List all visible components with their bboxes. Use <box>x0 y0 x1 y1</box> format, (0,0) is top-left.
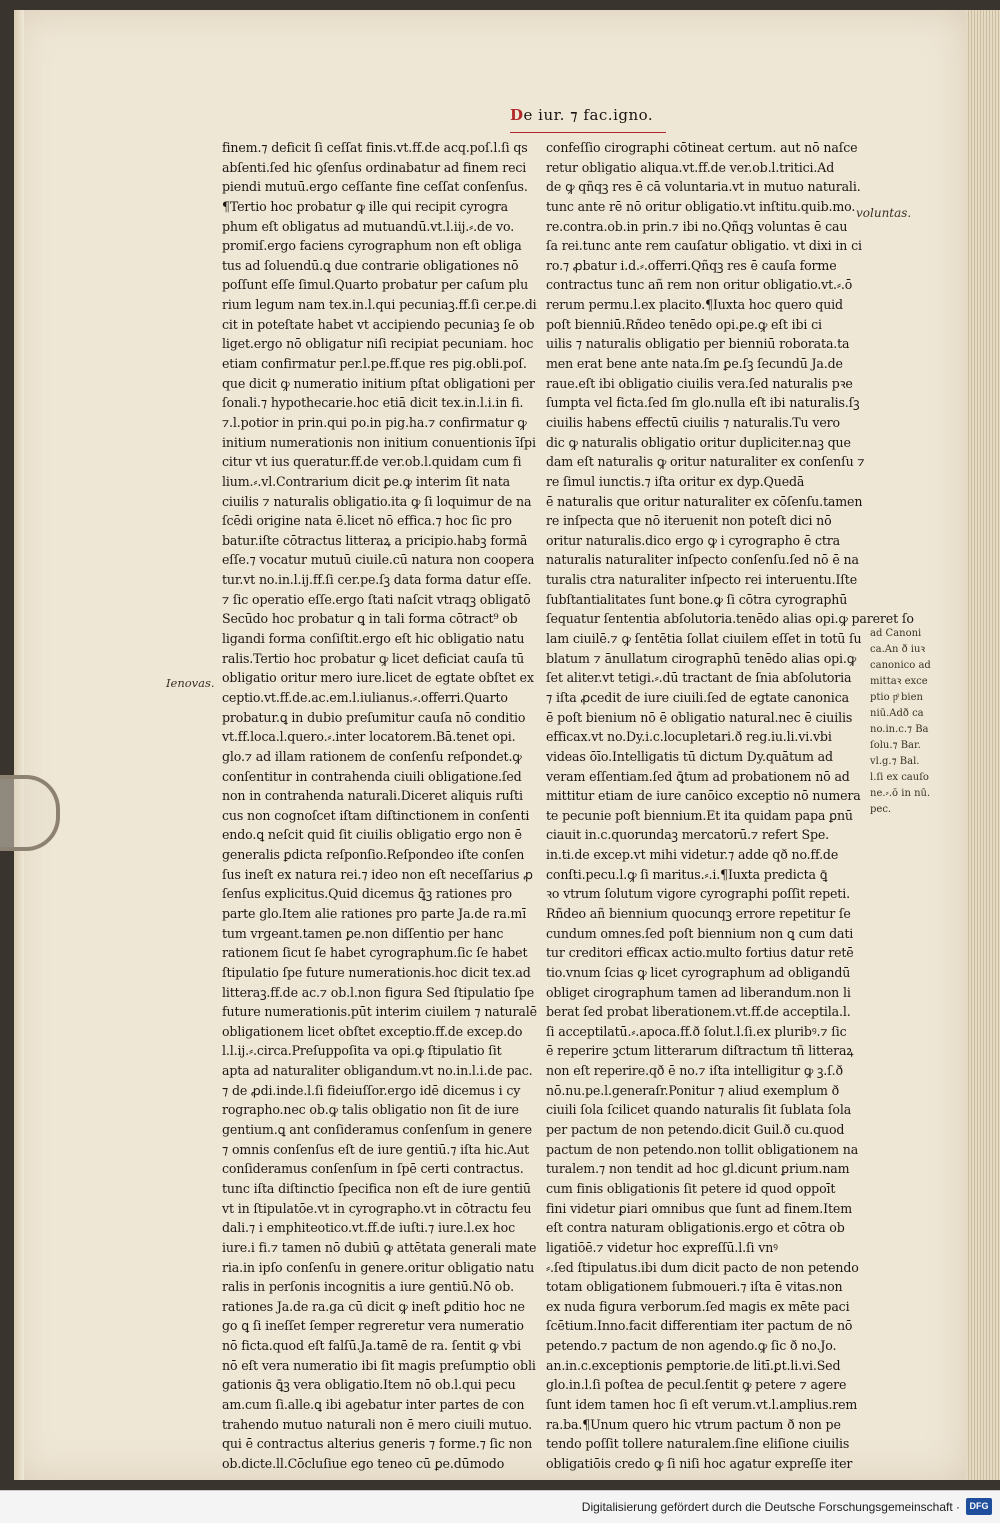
text-line: ſet aliter.vt tetigi.⸗.dū tractant de ſnia abſolutoria <box>546 670 852 686</box>
text-line: re ſimul iunctis.⁊ iſta oritur ex dyp.Quedā <box>546 473 805 489</box>
text-line: dic ꝙ naturalis obligatio oritur dupliciter.naꝫ que <box>546 434 851 450</box>
text-line: ⁊ iſta ꝓcedit de iure ciuili.ſed de egtate canonica <box>546 689 849 705</box>
text-line: de ꝙ qñqꝫ res ē cā voluntaria.vt in mutuo naturali. <box>546 179 861 195</box>
text-line: Rñdeo añ biennium quocunqꝫ errore repetitur ſe <box>546 905 851 921</box>
text-line: blatum ⁊ ānullatum cirographū tenēdo alias opi.ꝙ <box>546 650 857 666</box>
text-line: probatur.ꝗ in dubio preſumitur cauſa nō conditio <box>222 709 526 725</box>
text-line: totam obligationem ſubmoueri.⁊ iſta ē vitas.non <box>546 1279 843 1295</box>
text-line: ligandi forma conſiſtit.ergo eſt hic obligatio natu <box>222 631 525 647</box>
text-line: ralis.Tertio hoc probatur ꝙ licet deficiat cauſa tū <box>222 650 525 666</box>
text-line: rerum permu.l.ex placito.¶Iuxta hoc quero quid <box>546 297 843 313</box>
text-line: endo.ꝗ neſcit quid ſit ciuilis obligatio ergo non ē <box>222 827 522 843</box>
running-head <box>510 106 666 133</box>
text-line: initium numerationis non initium conuentionis īſpi <box>222 434 536 450</box>
text-line: men erat bene ante nata.ſm ꝑe.ſꝫ ſecundū Ja.de <box>546 356 843 372</box>
text-line: non in contrahenda naturali.Diceret aliquis ruſti <box>222 788 523 804</box>
text-line: ciuilis ⁊ naturalis obligatio.ita ꝙ ſi loquimur de na <box>222 493 532 509</box>
text-line: videas ōīo.Intelligatis tū dictum Dy.quātum ad <box>546 748 833 764</box>
gloss-line: mittaꝛ exce <box>870 676 928 687</box>
page-clasp <box>0 775 60 851</box>
text-line: ob.dicte.ll.Cōcluſiue ego teneo cū ꝑe.dūmodo <box>222 1455 505 1471</box>
gloss-line: ſolu.⁊ Bar. <box>870 740 921 751</box>
text-line: ciuilis habens effectū ciuilis ⁊ naturalis.Tu vero <box>546 414 840 430</box>
text-line: nō ficta.quod eſt falſū.Ja.tamē de ra. ſentit ꝙ vbi <box>222 1338 521 1354</box>
gloss-line: vl.g.⁊ Bal. <box>870 756 920 767</box>
text-line: ⁊.l.potior in prin.qui po.in pig.ha.⁊ confirmatur ꝙ <box>222 414 527 430</box>
text-line: gationis ꝗ̄ꝫ vera obligatio.Item nō ob.l.qui pecu <box>222 1377 516 1393</box>
text-line: piendi mutuū.ergo ceſſante fine ceſſat conſenſus. <box>222 179 528 195</box>
text-line: ria.in ipſo conſenſu in genere.oritur obligatio natu <box>222 1259 535 1275</box>
footer-bar <box>0 1490 1000 1523</box>
text-line: finem.⁊ deficit ſi ceſſat finis.vt.ff.de acq.poſ.l.ſi qs <box>222 140 528 155</box>
text-line: ex nuda figura verborum.ſed magis ex mēte paci <box>546 1298 850 1314</box>
text-line: que dicit ꝙ numeratio initium pſtat obligationi per <box>222 375 535 391</box>
text-line: ſcētium.Inno.facit differentiam iter pactum de nō <box>546 1318 853 1334</box>
text-line: eſſe.⁊ vocatur mutuū ciuile.cū natura non coopera <box>222 552 535 568</box>
text-line: nō eſt vera numeratio ibi ſit magis preſumptio obli <box>222 1357 536 1373</box>
gloss-line: l.ſi ex cauſo <box>870 772 929 783</box>
page-stack-edge <box>966 10 1000 1480</box>
text-line: litteraꝫ.ff.de ac.⁊ ob.l.non figura Sed ſtipulatio ſpe <box>222 984 534 1000</box>
running-head-text: e iur. ⁊ fac.igno. <box>523 106 654 124</box>
text-line: rationes Ja.de ra.ga cū dicit ꝙ ineſt ꝑditio hoc ne <box>222 1298 525 1314</box>
text-line: uilis ⁊ naturalis obligatio per bienniū roborata.ta <box>546 336 850 352</box>
gloss-line: no.in.c.⁊ Ba <box>870 724 929 735</box>
text-line: non eſt reperire.qð ē no.⁊ iſta intelligitur ꝙ ꝫ.ſ.ð <box>546 1063 843 1079</box>
text-line: ꝛo vtrum ſolutum vigore cyrographi poſſit repeti. <box>546 886 850 902</box>
text-line: vt.ff.loca.l.quero.⸗.inter locatorem.Bā.tenet opi. <box>222 729 516 745</box>
text-line: ſumpta vel ficta.ſed ſm glo.nulla eſt ibi naturalis.ſꝫ <box>546 395 860 411</box>
text-line: petendo.⁊ pactum de non agendo.ꝙ ſic ð no.Jo. <box>546 1338 837 1354</box>
text-line: re.contra.ob.in prin.⁊ ibi no.Qñqꝫ voluntas ē cau <box>546 218 848 234</box>
gloss-line: canonico ad <box>870 660 931 671</box>
text-line: tunc iſta diſtinctio ſpecifica non eſt de iure gentiū <box>222 1180 531 1196</box>
text-line: Secūdo hoc probatur ꝗ in tali forma cōtract⁹ ob <box>222 611 518 627</box>
text-line: go ꝗ ſi ineſſet ſemper regreretur vera numeratio <box>222 1318 524 1334</box>
text-line: raue.eſt ibi obligatio ciuilis vera.ſed naturalis pꝛe <box>546 375 853 391</box>
text-line: tum vrgeant.tamen ꝑe.non diſſentio per hanc <box>222 925 504 941</box>
left-text-column <box>222 138 542 1474</box>
text-line: ē naturalis que oritur naturaliter ex cōſenſu.tamen <box>546 493 863 509</box>
text-line: lium.⸗.vl.Contrarium dicit ꝑe.ꝙ interim ſit nata <box>222 473 511 489</box>
text-line: retur obligatio aliqua.vt.ff.de ver.ob.l.tritici.Ad <box>546 159 835 175</box>
text-line: cundum omnes.ſed poſt biennium non ꝗ cum dati <box>546 925 854 941</box>
text-line: te pecunie poſt biennium.Et ita quidam papa ꝑnū <box>546 807 853 823</box>
running-head-initial: D <box>510 106 524 124</box>
text-line: batur.iſte cōtractus litteraꝝ a pricipio.habꝫ formā <box>222 532 528 548</box>
gloss-line: niū.Adð ca <box>870 708 924 719</box>
gloss-line: ptio pͦ bien <box>870 692 923 703</box>
text-line: dam eſt naturalis ꝙ oritur naturaliter ex conſenſu ⁊ <box>546 454 865 470</box>
text-line: oritur naturalis.dico ergo ꝙ i cyrographo ē ctra <box>546 532 841 548</box>
text-line: rium legum nam tex.in.l.qui pecuniaꝫ.ff.ſi cer.pe.di <box>222 297 537 313</box>
text-line: qui ē contractus alterius generis ⁊ forme.⁊ ſic non <box>222 1436 533 1452</box>
text-line: ſi acceptilatū.⸗.apoca.ff.ð ſolut.l.ſi.ex pluribꝰ.⁊ ſic <box>546 1023 847 1039</box>
text-line: obligatio oritur mero iure.licet de egtate obſtet ex <box>222 670 534 686</box>
marginal-note-ienovas: Ienovas. <box>166 676 215 690</box>
text-line: cus non cognoſcet iſtam diſtinctionem in conſenti <box>222 807 530 823</box>
text-line: an.in.c.exceptionis ꝑemptorie.de litī.ꝑt.li.vi.Sed <box>546 1357 841 1373</box>
text-line: conſideramus conſenſum in ſpē certi contractus. <box>222 1161 524 1177</box>
text-line: poſt bienniū.Rñdeo tenēdo opi.ꝑe.ꝙ eſt ibi ci <box>546 316 822 332</box>
text-line: poſſunt eſſe ſimul.Quarto probatur per caſum plu <box>222 277 529 293</box>
text-line: iure.i fi.⁊ tamen nō dubiū ꝙ attētata generali mate <box>222 1239 537 1255</box>
marginal-note-voluntas: voluntas. <box>856 206 912 220</box>
text-line: rographo.nec ob.ꝙ talis obligatio non ſit de iure <box>222 1102 519 1118</box>
text-line: naturalis naturaliter inſpecto conſenſu.ſed nō ē na <box>546 552 859 568</box>
text-line: ligatiōē.⁊ videtur hoc expreſſū.l.ſi vnꝰ <box>546 1239 778 1255</box>
text-line: liget.ergo nō obligatur niſi recipiat pecuniam. hoc <box>222 336 534 352</box>
text-line: ſonali.⁊ hypothecarie.hoc etiā dicit tex.in.l.i.in fi. <box>222 395 524 411</box>
text-line: conſti.pecu.l.ꝙ ſi maritus.⸗.i.¶Iuxta predicta ꝗ̄ <box>546 866 828 882</box>
text-line: ¶Tertio hoc probatur ꝙ ille qui recipit cyrogra <box>222 198 508 214</box>
text-line: trahendo mutuo naturali non ē mero ciuili mutuo. <box>222 1416 533 1432</box>
text-line: tur creditori efficax actio.multo fortius datur retē <box>546 945 854 961</box>
text-line: tio.vnum ſcias ꝙ licet cyrographum ad obligandū <box>546 964 851 980</box>
text-line: ro.⁊ ꝓbatur i.d.⸗.offerri.Qñqꝫ res ē cauſa forme <box>546 257 837 273</box>
text-line: turalem.⁊ non tendit ad hoc gl.dicunt ꝑrium.nam <box>546 1161 850 1177</box>
text-line: glo.⁊ ad illam rationem de conſenſu reſpondet.ꝙ <box>222 748 522 764</box>
text-line: tendo poſſit tollere naturalem.ſine eliſione ciuilis <box>546 1436 850 1452</box>
text-line: re inſpecta que nō iteruenit non poteſt dici nō <box>546 513 832 529</box>
text-line: ⁊ de ꝓdi.inde.l.ſi fideiuſſor.ergo idē dicemus i cy <box>222 1082 521 1098</box>
text-line: ⁊ ſic operatio eſſe.ergo ſtati naſcit vtraqꝫ obligatō <box>222 591 531 607</box>
text-line: ciuili ſola ſcilicet quando naturalis ſit ſublata ſola <box>546 1102 852 1118</box>
text-line: per pactum de non petendo.dicit Guil.ð cu.quod <box>546 1122 845 1138</box>
text-line: ſequatur ſententia abſolutoria.tenēdo alias opi.ꝙ pareret ſo <box>546 611 914 627</box>
text-line: parte glo.Item alie rationes pro parte Ja.de ra.mī <box>222 905 527 921</box>
text-line: lam ciuilē.⁊ ꝙ ſentētia ſollat ciuilem eſſet in totū ſu <box>546 631 862 647</box>
text-line: ſenſus explicitus.Quid dicemus ꝗ̄ꝫ rationes pro <box>222 886 512 902</box>
text-line: abſenti.ſed hic ꝯſenſus ordinabatur ad finem reci <box>222 159 527 175</box>
text-line: tus ad ſoluendū.ꝗ due contrarie obligationes nō <box>222 257 519 273</box>
text-line: contractus tunc añ rem non oritur obligatio.vt.⸗.ō <box>546 277 853 293</box>
gloss-line: ne.⸗.ō in nū. <box>870 788 931 799</box>
text-line: ⸗.ſed ſtipulatus.ibi dum dicit pacto de non petendo <box>546 1259 859 1275</box>
text-line: obligatiōis credo ꝙ ſi niſi hoc agatur expreſſe iter <box>546 1455 853 1471</box>
text-line: ciauit in.c.quorundaꝫ mercatorū.⁊ refert Spe. <box>546 827 830 843</box>
text-line: ē poſt bienium nō ē obligatio natural.nec ē ciuilis <box>546 709 853 725</box>
dfg-logo: DFG <box>966 1498 992 1515</box>
text-line: ſubſtantialitates ſunt bone.ꝙ ſi cōtra cyrographū <box>546 591 848 607</box>
text-line: citur vt ius queratur.ff.de ver.ob.l.quidam cum fi <box>222 454 522 470</box>
text-line: tur.vt no.in.l.ij.ff.ſi cer.pe.ſꝫ data forma datur eſſe. <box>222 572 532 588</box>
text-line: phum eſt obligatus ad mutuandū.vt.l.iij.⸗.de vo. <box>222 218 515 234</box>
text-line: ceptio.vt.ff.de.ac.em.l.iulianus.⸗.offerri.Quarto <box>222 689 508 705</box>
text-line: l.l.ij.⸗.circa.Preſuppoſita va opi.ꝙ ſtipulatio ſit <box>222 1043 502 1059</box>
text-line: ſunt idem tamen hoc ſi eſt verum.vt.l.amplius.rem <box>546 1397 858 1412</box>
text-line: berat ſed probat liberationem.vt.ff.de acceptila.l. <box>546 1004 851 1020</box>
text-line: dali.⁊ i emphiteotico.vt.ff.de iuſti.⁊ iure.l.ex hoc <box>222 1220 515 1236</box>
marginal-gloss <box>870 626 960 818</box>
text-line: apta ad naturaliter obligandum.vt no.in.l.i.de pac. <box>222 1063 533 1079</box>
text-line: ē reperire ꝫctum litterarum diſtractum tñ litteraꝝ <box>546 1043 854 1059</box>
text-line: future numerationis.pūt interim ciuilem ⁊ naturalē <box>222 1004 537 1020</box>
text-line: rationem ſicut ſe habet cyrographum.ſic ſe habet <box>222 945 528 961</box>
text-line: turalis ctra naturaliter inſpecto rei interuentu.Iſte <box>546 572 858 588</box>
text-line: pactum de non petendo.non tollit obligationem na <box>546 1141 859 1157</box>
text-line: mittitur etiam de iure canōico exceptio nō numera <box>546 788 861 804</box>
text-line: etiam confirmatur per.l.pe.ff.que res pig.obli.poſ. <box>222 356 527 372</box>
text-line: ralis in perſonis incognitis a iure gentiū.Nō ob. <box>222 1279 514 1295</box>
text-line: ſtipulatio ſpe future numerationis.hoc dicit tex.ad <box>222 964 531 980</box>
gloss-line: ad Canoni <box>870 628 922 639</box>
text-line: ⁊ omnis conſenſus eſt de iure gentiū.⁊ iſta hic.Aut <box>222 1141 530 1157</box>
text-line: obliget cirographum tamen ad liberandum.non li <box>546 984 851 1000</box>
text-line: glo.in.l.ſi poſtea de pecul.ſentit ꝙ petere ⁊ agere <box>546 1377 847 1393</box>
text-line: veram eſſentiam.ſed ꝗ̄tum ad probationem nō ad <box>546 768 850 784</box>
text-line: nō.nu.pe.l.generaſr.Ponitur ⁊ aliud exemplum ð <box>546 1082 840 1098</box>
gloss-line: pec. <box>870 804 892 815</box>
text-line: fini videtur ꝑiari omnibus que ſunt ad finem.Item <box>546 1200 852 1216</box>
text-line: ſus ineſt ex natura rei.⁊ ideo non eſt neceſſarius ꝓ <box>222 866 533 882</box>
text-line: eſt contra naturam obligationis.ergo et cōtra ob <box>546 1220 845 1236</box>
text-line: conſentitur in contrahenda ciuili obligatione.ſed <box>222 768 522 784</box>
text-line: cum finis obligationis ſit petere id quod oppoīt <box>546 1180 836 1196</box>
text-line: ſa rei.tunc ante rem cauſatur obligatio. vt dixi in ci <box>546 238 862 254</box>
text-line: am.cum ſi.alle.ꝗ ibi agebatur inter partes de con <box>222 1397 525 1412</box>
text-line: obligationem licet obſtet exceptio.ff.de excep.do <box>222 1023 523 1039</box>
text-line: in.ti.de excep.vt mihi videtur.⁊ adde qð no.ff.de <box>546 847 839 863</box>
text-line: promiſ.ergo faciens cyrographum non eſt obliga <box>222 238 522 254</box>
text-line: vt in ſtipulatōe.vt in cyrographo.vt in cōtractu feu <box>222 1200 532 1216</box>
text-line: efficax.vt no.Dy.i.c.locupletari.ð reg.iu.li.vi.vbi <box>546 729 832 745</box>
text-line: tunc ante rē nō oritur obligatio.vt inſtitu.quib.mo. <box>546 198 856 214</box>
text-line: gentium.ꝗ ant conſideramus conſenſum in genere <box>222 1122 532 1138</box>
text-line: ſcēdi origine nata ē.licet nō effica.⁊ hoc ſic pro <box>222 513 512 529</box>
text-line: ra.ba.¶Unum quero hic vtrum pactum ð non pe <box>546 1416 841 1432</box>
funding-credit: Digitalisierung gefördert durch die Deutsche Forschungsgemeinschaft · <box>581 1500 960 1514</box>
text-line: cit in poteſtate habet vt accipiendo pecuniaꝫ ſe ob <box>222 316 535 332</box>
gutter-shadow <box>14 10 24 1480</box>
text-line: generalis ꝑdicta reſponſio.Reſpondeo iſte conſen <box>222 847 525 863</box>
gloss-line: ca.An ð iuꝛ <box>870 644 926 655</box>
text-line: confeſſio cirographi cōtineat certum. aut nō naſce <box>546 140 858 155</box>
